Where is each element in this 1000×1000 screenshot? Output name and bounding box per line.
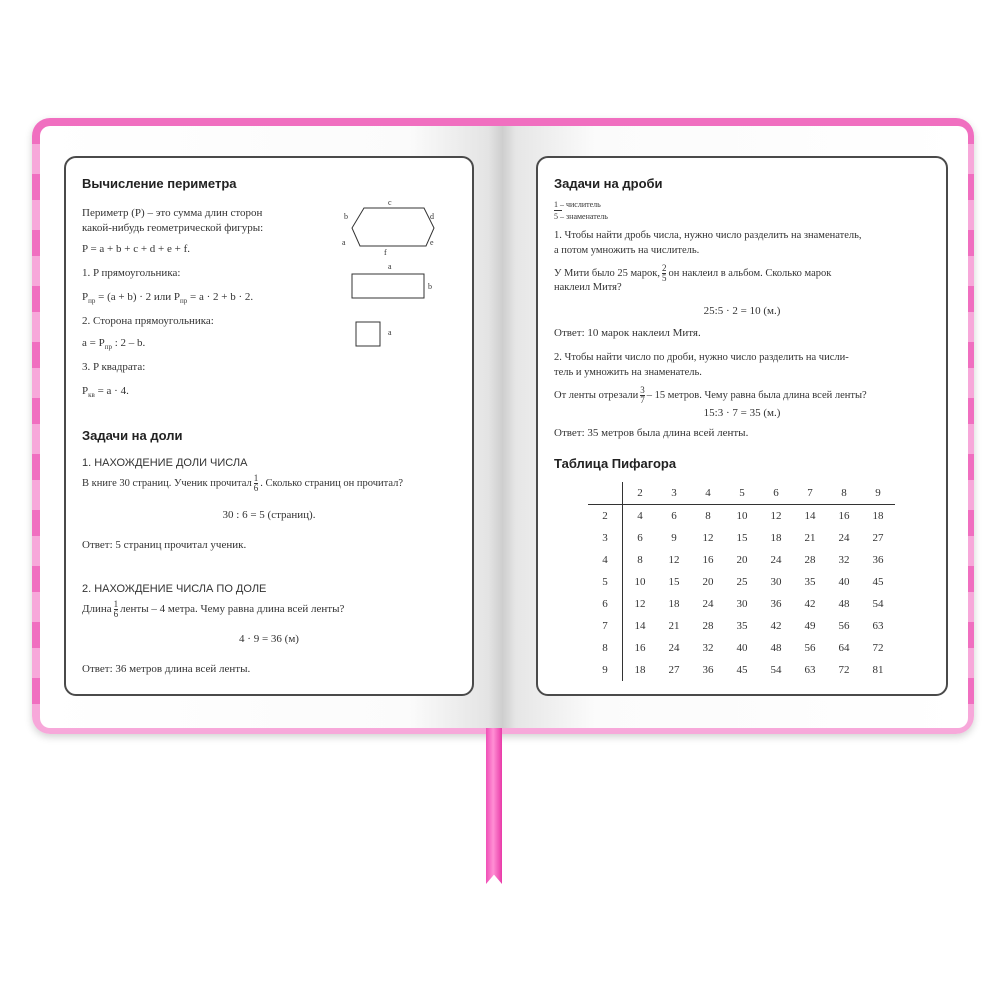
table-cell: 24 bbox=[668, 642, 680, 654]
table-cell: 56 bbox=[804, 642, 816, 654]
square-perimeter-item: 3. P квадрата: bbox=[82, 361, 146, 373]
shares-answer-2: Ответ: 36 метров длина всей ленты. bbox=[82, 663, 251, 675]
rect-perimeter-formula: $P_{пр} = (a + b) \cdot 2$ или $P_{пр} = a \cdot 2 + b \cdot 2$. bbox=[82, 291, 254, 306]
fraction: $\frac{3}{7}$ bbox=[640, 385, 645, 405]
perimeter-def-line1: Периметр (P) – это сумма длин сторон bbox=[82, 207, 263, 219]
shares-title: Задачи на доли bbox=[82, 428, 183, 443]
table-cell: 18 bbox=[872, 510, 884, 522]
fraction-problem-2: От ленты отрезали $\frac{3}{7}$ – 15 метров. Чему равна была длина всей ленты? bbox=[554, 385, 867, 405]
table-cell: 18 bbox=[634, 664, 646, 676]
table-cell: 16 bbox=[634, 642, 646, 654]
table-cell: 16 bbox=[838, 510, 850, 522]
table-cell: 63 bbox=[872, 620, 884, 632]
table-row-header: 5 bbox=[588, 571, 623, 593]
table-cell: 16 bbox=[702, 554, 714, 566]
table-cell: 4 bbox=[637, 510, 643, 522]
hexagon-figure bbox=[346, 200, 446, 256]
table-cell: 30 bbox=[736, 598, 748, 610]
fractions-title: Задачи на дроби bbox=[554, 176, 663, 191]
rect-label-b: b bbox=[428, 282, 432, 291]
hex-label-e: e bbox=[430, 238, 434, 247]
perimeter-formula: P = a + b + c + d + e + f. bbox=[82, 243, 190, 255]
pythagoras-title: Таблица Пифагора bbox=[554, 456, 677, 471]
perimeter-title: Вычисление периметра bbox=[82, 176, 237, 191]
table-cell: 15 bbox=[668, 576, 680, 588]
table-cell: 45 bbox=[736, 664, 748, 676]
fraction-answer-2: Ответ: 35 метров была длина всей ленты. bbox=[554, 427, 749, 439]
hex-label-d: d bbox=[430, 212, 434, 221]
shares-calc-1: 30 : 6 = 5 (страниц). bbox=[222, 509, 316, 521]
rect-side-item: 2. Сторона прямоугольника: bbox=[82, 315, 214, 327]
fraction-rule-2-line2: тель и умножить на знаменатель. bbox=[554, 367, 702, 378]
shares-calc-2: 4 · 9 = 36 (м) bbox=[239, 633, 299, 645]
shares-subtitle-1: 1. НАХОЖДЕНИЕ ДОЛИ ЧИСЛА bbox=[82, 457, 248, 469]
denominator-legend: 5 – знаменатель bbox=[554, 212, 608, 221]
table-cell: 64 bbox=[838, 642, 850, 654]
table-cell: 10 bbox=[634, 576, 646, 588]
fraction-problem-1: У Мити было 25 марок, $\frac{2}{5}$ он наклеил в альбом. Сколько марок bbox=[554, 263, 832, 283]
table-header-cell: 2 bbox=[623, 482, 658, 505]
rect-side-formula: $a = P_{пр}$ : 2 – b. bbox=[82, 337, 146, 352]
fraction-rule-2-line1: 2. Чтобы найти число по дроби, нужно число разделить на числи- bbox=[554, 352, 849, 363]
table-row bbox=[588, 637, 895, 659]
table-row bbox=[588, 549, 895, 571]
table-cell: 42 bbox=[804, 598, 816, 610]
table-cell: 14 bbox=[804, 510, 816, 522]
table-cell: 32 bbox=[702, 642, 714, 654]
table-row bbox=[588, 527, 895, 549]
shares-answer-1: Ответ: 5 страниц прочитал ученик. bbox=[82, 539, 247, 551]
table-cell: 30 bbox=[770, 576, 782, 588]
bookmark-ribbon bbox=[486, 728, 502, 884]
table-row bbox=[588, 593, 895, 615]
table-cell: 12 bbox=[770, 510, 782, 522]
table-cell: 12 bbox=[668, 554, 680, 566]
table-cell: 6 bbox=[637, 532, 643, 544]
fraction-problem-1-line2: наклеил Митя? bbox=[554, 282, 622, 293]
table-cell: 24 bbox=[770, 554, 782, 566]
table-cell: 6 bbox=[671, 510, 677, 522]
table-row-header: 3 bbox=[588, 527, 623, 549]
table-header-row bbox=[588, 482, 895, 505]
table-cell: 42 bbox=[770, 620, 782, 632]
table-cell: 81 bbox=[872, 664, 884, 676]
table-cell: 63 bbox=[804, 664, 816, 676]
table-cell: 21 bbox=[668, 620, 680, 632]
table-header-cell: 8 bbox=[827, 482, 861, 505]
table-cell: 49 bbox=[804, 620, 816, 632]
table-header-cell: 5 bbox=[725, 482, 759, 505]
fraction-rule-1-line1: 1. Чтобы найти дробь числа, нужно число разделить на знаменатель, bbox=[554, 230, 862, 241]
table-cell: 12 bbox=[702, 532, 714, 544]
table-cell: 35 bbox=[804, 576, 816, 588]
hex-label-a: a bbox=[342, 238, 346, 247]
fraction-calc-2: 15:3 · 7 = 35 (м.) bbox=[703, 407, 781, 419]
table-cell: 24 bbox=[702, 598, 714, 610]
table-row-header: 9 bbox=[588, 659, 623, 681]
table-cell: 45 bbox=[872, 576, 884, 588]
table-cell: 24 bbox=[838, 532, 850, 544]
table-row bbox=[588, 615, 895, 637]
table-row bbox=[588, 505, 895, 528]
table-header-cell: 7 bbox=[793, 482, 827, 505]
table-cell: 12 bbox=[634, 598, 646, 610]
table-cell: 27 bbox=[668, 664, 680, 676]
rect-label-a: a bbox=[388, 262, 392, 271]
table-row-header: 2 bbox=[588, 505, 623, 528]
table-cell: 8 bbox=[637, 554, 643, 566]
table-cell: 28 bbox=[804, 554, 816, 566]
shares-subtitle-2: 2. НАХОЖДЕНИЕ ЧИСЛА ПО ДОЛЕ bbox=[82, 583, 267, 595]
table-row-header: 6 bbox=[588, 593, 623, 615]
table-cell: 40 bbox=[736, 642, 748, 654]
pythagoras-table bbox=[588, 482, 895, 681]
table-cell: 56 bbox=[838, 620, 850, 632]
table-cell: 36 bbox=[872, 554, 884, 566]
square-label-a: a bbox=[388, 328, 392, 337]
table-cell: 35 bbox=[736, 620, 748, 632]
table-cell: 36 bbox=[702, 664, 714, 676]
square-perimeter-formula: $P_{кв} = a \cdot 4$. bbox=[82, 385, 129, 400]
table-header-cell: 9 bbox=[861, 482, 895, 505]
table-row-header: 7 bbox=[588, 615, 623, 637]
shares-problem-1: В книге 30 страниц. Ученик прочитал $\frac{1}{6}$ . Сколько страниц он прочитал? bbox=[82, 473, 404, 493]
table-cell: 20 bbox=[702, 576, 714, 588]
right-page-frame bbox=[536, 156, 948, 696]
table-cell: 32 bbox=[838, 554, 850, 566]
table-cell: 48 bbox=[770, 642, 782, 654]
numerator-legend: 1 – числитель bbox=[554, 200, 601, 209]
table-row bbox=[588, 659, 895, 681]
table-header-cell: 6 bbox=[759, 482, 793, 505]
table-cell: 36 bbox=[770, 598, 782, 610]
table-row-header: 8 bbox=[588, 637, 623, 659]
table-cell: 14 bbox=[634, 620, 646, 632]
shares-problem-2: Длина $\frac{1}{6}$ ленты – 4 метра. Чему равна длина всей ленты? bbox=[82, 599, 345, 619]
table-cell: 28 bbox=[702, 620, 714, 632]
table-cell: 18 bbox=[770, 532, 782, 544]
fraction-rule-1-line2: а потом умножить на числитель. bbox=[554, 245, 700, 256]
hex-label-b: b bbox=[344, 212, 348, 221]
table-cell: 20 bbox=[736, 554, 748, 566]
table-cell: 72 bbox=[872, 642, 884, 654]
left-page bbox=[40, 126, 502, 728]
left-page-frame bbox=[64, 156, 474, 696]
hex-label-f: f bbox=[384, 248, 387, 257]
table-cell: 54 bbox=[872, 598, 884, 610]
table-cell: 8 bbox=[705, 510, 711, 522]
fraction: $\frac{2}{5}$ bbox=[661, 263, 667, 283]
table-cell: 18 bbox=[668, 598, 680, 610]
table-row-header: 4 bbox=[588, 549, 623, 571]
table-cell: 40 bbox=[838, 576, 850, 588]
table-cell: 15 bbox=[736, 532, 748, 544]
fraction: $\frac{1}{6}$ bbox=[113, 599, 119, 619]
table-corner-cell bbox=[588, 482, 623, 505]
fraction-answer-1: Ответ: 10 марок наклеил Митя. bbox=[554, 327, 701, 339]
square-figure bbox=[354, 320, 384, 350]
perimeter-def-line2: какой-нибудь геометрической фигуры: bbox=[82, 222, 264, 234]
table-row bbox=[588, 571, 895, 593]
table-header-cell: 4 bbox=[691, 482, 725, 505]
right-page bbox=[502, 126, 968, 728]
table-header-cell: 3 bbox=[657, 482, 691, 505]
fraction-bar bbox=[554, 210, 562, 211]
hex-label-c: c bbox=[388, 198, 392, 207]
table-cell: 10 bbox=[736, 510, 748, 522]
fraction: $\frac{1}{6}$ bbox=[253, 473, 259, 493]
table-cell: 48 bbox=[838, 598, 850, 610]
table-cell: 54 bbox=[770, 664, 782, 676]
rect-perimeter-item: 1. P прямоугольника: bbox=[82, 267, 181, 279]
table-cell: 27 bbox=[872, 532, 884, 544]
table-cell: 72 bbox=[838, 664, 850, 676]
table-cell: 9 bbox=[671, 532, 677, 544]
fraction-calc-1: 25:5 · 2 = 10 (м.) bbox=[703, 305, 781, 317]
table-cell: 25 bbox=[736, 576, 748, 588]
table-cell: 21 bbox=[804, 532, 816, 544]
rectangle-figure bbox=[350, 272, 430, 302]
